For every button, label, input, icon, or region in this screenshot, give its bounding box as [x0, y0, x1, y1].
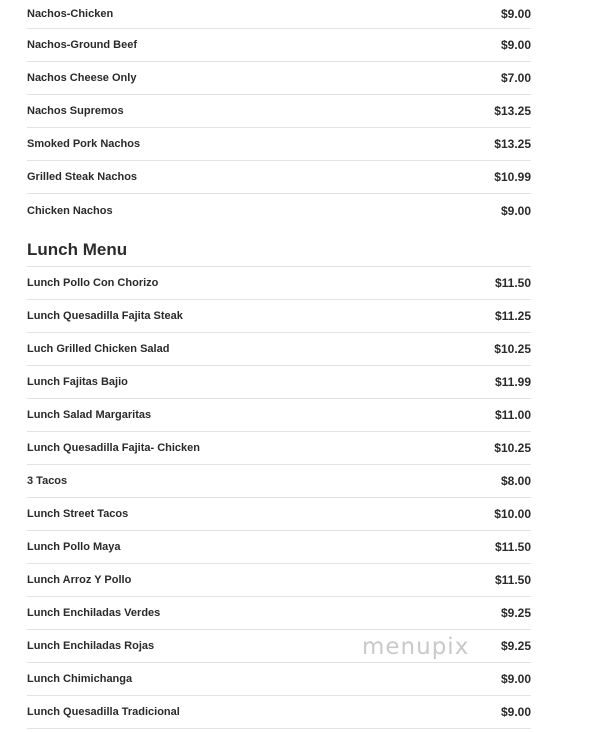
menu-item-row — [27, 267, 531, 300]
menu-item-row — [27, 597, 531, 630]
menu-item-row — [27, 498, 531, 531]
menu-item-name: Luch Grilled Chicken Salad — [27, 343, 170, 355]
menu-item-price: $11.50 — [494, 540, 531, 554]
menu-item-name: Lunch Street Tacos — [27, 508, 129, 520]
menu-item-price: $11.50 — [494, 276, 531, 290]
menu-item-price: $11.50 — [494, 573, 531, 587]
nachos-section — [27, 0, 531, 227]
menu-item-row — [27, 564, 531, 597]
menu-item-row — [27, 432, 531, 465]
menu-item-row — [27, 194, 531, 227]
menu-item-price: $13.25 — [494, 104, 531, 118]
menu-item-name: Nachos Supremos — [27, 105, 124, 117]
menu-item-name: Lunch Arroz Y Pollo — [27, 574, 132, 586]
menu-item-name: 3 Tacos — [27, 475, 68, 487]
menu-item-row — [27, 300, 531, 333]
menu-item-price: $10.25 — [494, 441, 531, 455]
menu-item-name: Lunch Quesadilla Fajita- Chicken — [27, 442, 200, 454]
menu-item-price: $8.00 — [500, 474, 531, 488]
menu-item-name: Lunch Quesadilla Tradicional — [27, 706, 180, 718]
menu-item-name: Lunch Pollo Con Chorizo — [27, 277, 159, 289]
menu-item-price: $11.00 — [494, 408, 531, 422]
menu-item-name: Lunch Enchiladas Rojas — [27, 640, 155, 652]
menu-item-name: Nachos-Chicken — [27, 8, 114, 20]
menu-item-name: Lunch Salad Margaritas — [27, 409, 152, 421]
menu-item-price: $9.00 — [500, 705, 531, 719]
menu-item-price: $9.00 — [500, 7, 531, 21]
menu-item-row — [27, 95, 531, 128]
menu-item-price: $7.00 — [500, 71, 531, 85]
menu-item-price: $10.25 — [494, 342, 531, 356]
menu-item-row — [27, 465, 531, 498]
menu-item-name: Nachos-Ground Beef — [27, 39, 138, 51]
menu-item-price: $9.00 — [500, 38, 531, 52]
menu-item-name: Lunch Fajitas Bajio — [27, 376, 128, 388]
menu-item-row — [27, 399, 531, 432]
section-heading-lunch: Lunch Menu — [27, 227, 531, 267]
menu-item-row — [27, 128, 531, 161]
menu-item-name: Lunch Enchiladas Verdes — [27, 607, 161, 619]
menu-item-price: $9.00 — [500, 672, 531, 686]
menu-item-row — [27, 29, 531, 62]
menu-item-price: $13.25 — [494, 137, 531, 151]
menu-item-row — [27, 663, 531, 696]
menu-item-name: Smoked Pork Nachos — [27, 138, 141, 150]
menu-item-row — [27, 366, 531, 399]
menu-item-row — [27, 531, 531, 564]
watermark-logo: menupix — [362, 634, 470, 660]
menu-item-price: $10.00 — [494, 507, 531, 521]
menu-item-price: $9.00 — [500, 203, 531, 218]
menu-item-price: $9.25 — [500, 606, 531, 620]
menu-item-name: Chicken Nachos — [27, 204, 113, 217]
menu-item-name: Lunch Quesadilla Fajita Steak — [27, 310, 183, 322]
menu-item-row — [27, 161, 531, 194]
menu-item-name: Lunch Pollo Maya — [27, 541, 121, 553]
menu-item-row — [27, 333, 531, 366]
menu-item-price: $11.99 — [494, 375, 531, 389]
menu-item-price: $9.25 — [500, 639, 531, 653]
menu-item-price: $10.99 — [494, 170, 531, 184]
menu-item-row — [27, 62, 531, 95]
menu-item-name: Grilled Steak Nachos — [27, 171, 138, 183]
menu-list — [27, 0, 531, 729]
menu-item-price: $11.25 — [494, 309, 531, 323]
menu-item-row — [27, 0, 531, 29]
menu-item-name: Nachos Cheese Only — [27, 72, 137, 84]
menu-item-row — [27, 696, 531, 729]
menu-item-name: Lunch Chimichanga — [27, 673, 133, 685]
